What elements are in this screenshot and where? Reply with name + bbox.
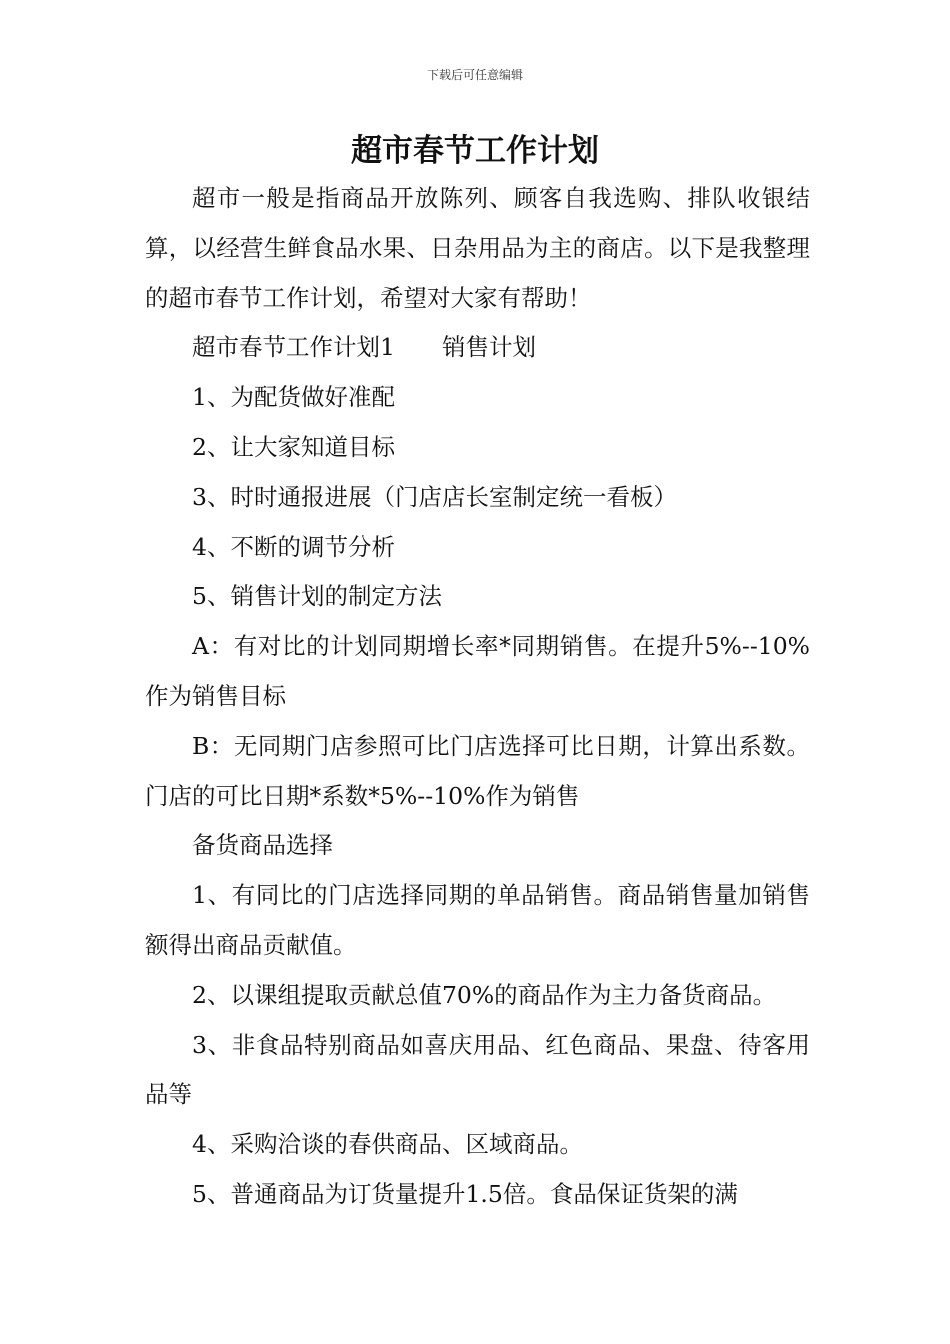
paragraph-method-a: A：有对比的计划同期增长率*同期销售。在提升5%--10%作为销售目标 <box>145 632 810 710</box>
paragraph-item: 5、普通商品为订货量提升1.5倍。食品保证货架的满 <box>192 1179 738 1208</box>
paragraph-item: 4、采购洽谈的春供商品、区域商品。 <box>192 1130 583 1159</box>
paragraph-plan-heading: 超市春节工作计划1 销售计划 <box>192 333 536 362</box>
paragraph-item: 1、有同比的门店选择同期的单品销售。商品销售量加销售额得出商品贡献值。 <box>145 881 810 959</box>
paragraph-item: 2、以课组提取贡献总值70%的商品作为主力备货商品。 <box>192 980 777 1009</box>
document-title: 超市春节工作计划 <box>351 133 599 169</box>
paragraph-item: 1、为配货做好准配 <box>192 383 395 412</box>
document-body <box>145 174 810 1220</box>
paragraph-intro: 超市一般是指商品开放陈列、顾客自我选购、排队收银结算，以经营生鲜食品水果、日杂用品为主的商店。以下是我整理的超市春节工作计划，希望对大家有帮助！ <box>145 184 810 312</box>
paragraph-item: 3、非食品特别商品如喜庆用品、红色商品、果盘、待客用品等 <box>145 1030 810 1109</box>
paragraph-item: 2、让大家知道目标 <box>192 432 395 461</box>
paragraph-item: 4、不断的调节分析 <box>192 532 395 561</box>
paragraph-item: 3、时时通报进展（门店店长室制定统一看板） <box>192 482 677 511</box>
header-note: 下载后可任意编辑 <box>426 68 523 82</box>
paragraph-section-heading: 备货商品选择 <box>192 831 333 860</box>
paragraph-item: 5、销售计划的制定方法 <box>192 582 442 611</box>
paragraph-method-b: B：无同期门店参照可比门店选择可比日期，计算出系数。门店的可比日期*系数*5%--10%作为销售 <box>145 731 810 810</box>
